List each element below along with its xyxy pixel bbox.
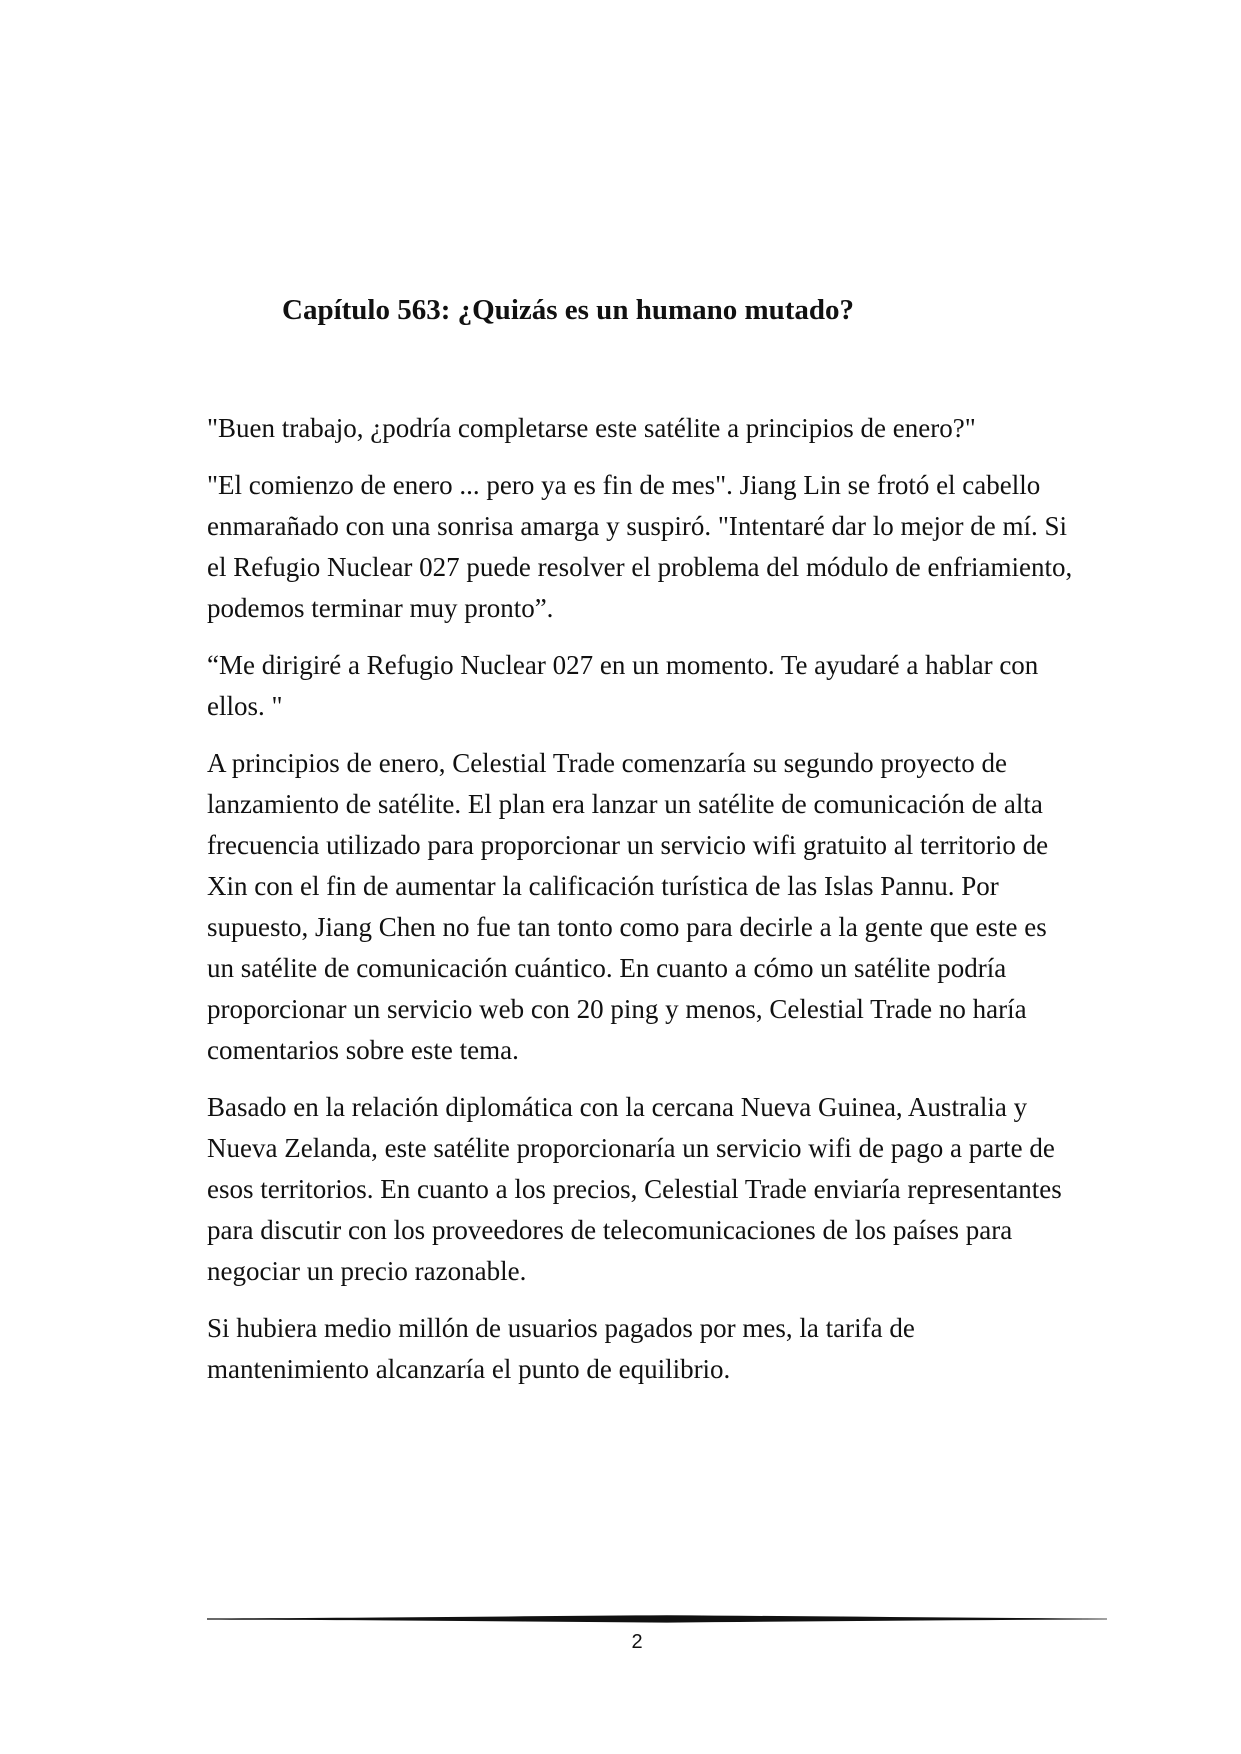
- paragraph: “Me dirigiré a Refugio Nuclear 027 en un momento. Te ayudaré a hablar con ellos. ": [207, 650, 1039, 721]
- chapter-title: Capítulo 563: ¿Quizás es un humano mutado?: [282, 294, 855, 326]
- page-number: 2: [631, 1631, 643, 1653]
- chapter-body: [207, 408, 1077, 1406]
- paragraph: "Buen trabajo, ¿podría completarse este satélite a principios de enero?": [207, 413, 976, 443]
- paragraph: "El comienzo de enero ... pero ya es fin de mes". Jiang Lin se frotó el cabello enmarañado con una sonrisa amarga y suspiró. "Intentaré dar lo mejor de mí. Si el Refugio Nuclear 027 puede resolver el problema del módulo de enfriamiento, podemos terminar muy pronto”.: [207, 470, 1073, 623]
- paragraph: A principios de enero, Celestial Trade comenzaría su segundo proyecto de lanzamiento de satélite. El plan era lanzar un satélite de comunicación de alta frecuencia utilizado para proporcionar un servicio wifi gratuito al territorio de Xin con el fin de aumentar la calificación turística de las Islas Pannu. Por supuesto, Jiang Chen no fue tan tonto como para decirle a la gente que este es un satélite de comunicación cuántico. En cuanto a cómo un satélite podría proporcionar un servicio web con 20 ping y menos, Celestial Trade no haría comentarios sobre este tema.: [207, 748, 1049, 1065]
- paragraph: Si hubiera medio millón de usuarios pagados por mes, la tarifa de mantenimiento alcanzaría el punto de equilibrio.: [207, 1313, 915, 1384]
- paragraph: Basado en la relación diplomática con la cercana Nueva Guinea, Australia y Nueva Zelanda, este satélite proporcionaría un servicio wifi de pago a parte de esos territorios. En cuanto a los precios, Celestial Trade enviaría representantes para discutir con los proveedores de telecomunicaciones de los países para negociar un precio razonable.: [207, 1092, 1062, 1286]
- footer-divider: [207, 1613, 1107, 1625]
